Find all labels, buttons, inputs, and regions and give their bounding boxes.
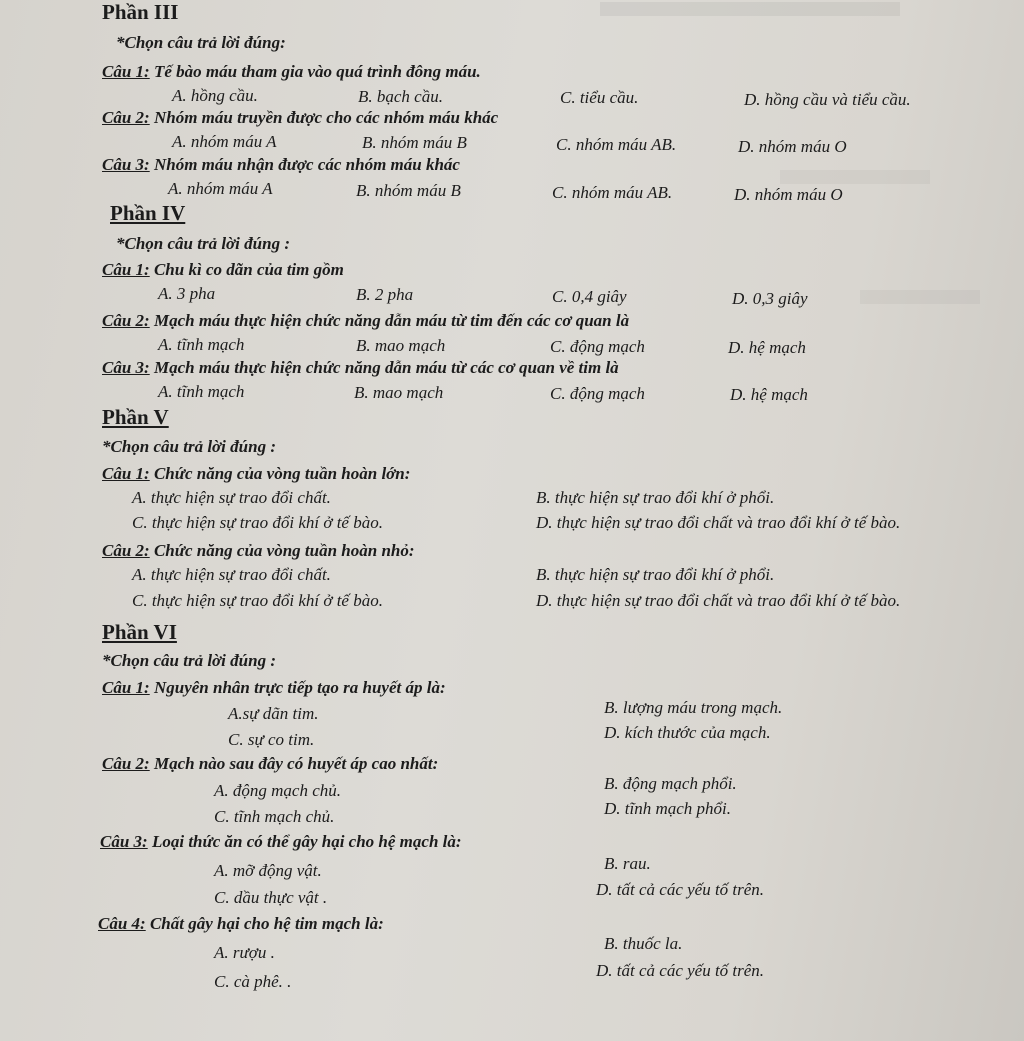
question [102,678,446,698]
option: D. thực hiện sự trao đổi chất và trao đổi khí ở tế bào. [536,513,901,532]
option: C. thực hiện sự trao đổi khí ở tế bào. [132,591,383,610]
option: D. hệ mạch [730,385,808,404]
question-label: Câu 4: [98,914,146,933]
question [102,541,415,561]
option: C. động mạch [550,384,645,403]
option: D. tĩnh mạch phổi. [604,799,732,818]
option: C. dầu thực vật . [214,888,328,907]
question-label: Câu 2: [102,311,150,330]
section-instruction: *Chọn câu trả lời đúng: [116,33,286,52]
question-text: Chức năng của vòng tuần hoàn nhỏ: [149,541,415,560]
option: A. mỡ động vật. [214,861,322,880]
option: C. nhóm máu AB. [556,135,677,154]
option: B. mao mạch [356,336,446,355]
question [102,260,344,280]
option: B. bạch cầu. [358,87,443,106]
option: D. kích thước của mạch. [604,723,771,742]
option: B. rau. [604,854,651,873]
question-label: Câu 3: [102,155,150,174]
option: A. hồng cầu. [172,86,258,105]
question [100,832,462,852]
option: D. hồng cầu và tiểu cầu. [744,90,911,109]
section-instruction: *Chọn câu trả lời đúng : [102,651,276,670]
question [102,464,410,484]
option: A. 3 pha [158,284,216,303]
section-instruction: *Chọn câu trả lời đúng : [102,437,276,456]
option: A.sự dãn tim. [228,704,319,723]
option: B. thuốc la. [604,934,683,953]
option: C. sự co tim. [228,730,315,749]
question-label: Câu 1: [102,260,150,279]
option: C. nhóm máu AB. [552,183,673,202]
option: D. hệ mạch [728,338,806,357]
option: A. thực hiện sự trao đổi chất. [132,488,331,507]
question-text: Mạch máu thực hiện chức năng dẫn máu từ tim đến các cơ quan là [149,311,630,330]
question-text: Chất gây hại cho hệ tim mạch là: [145,914,384,933]
question-text: Nhóm máu truyền được cho các nhóm máu khác [149,108,499,127]
option: C. tiểu cầu. [560,88,639,107]
option: A. thực hiện sự trao đổi chất. [132,565,331,584]
question-text: Nhóm máu nhận được các nhóm máu khác [149,155,460,174]
option: C. động mạch [550,337,645,356]
option: B. 2 pha [356,285,414,304]
question-label: Câu 1: [102,678,150,697]
question-text: Nguyên nhân trực tiếp tạo ra huyết áp là: [149,678,446,697]
question-text: Loại thức ăn có thể gây hại cho hệ mạch là: [147,832,462,851]
bleed-through-mark [860,290,980,304]
option: B. thực hiện sự trao đổi khí ở phổi. [536,488,775,507]
question-label: Câu 3: [102,358,150,377]
option: D. nhóm máu O [738,137,847,156]
question-label: Câu 2: [102,541,150,560]
question [102,108,498,128]
question [102,358,619,378]
option: D. tất cả các yếu tố trên. [596,880,765,899]
option: D. thực hiện sự trao đổi chất và trao đổi khí ở tế bào. [536,591,901,610]
option: A. nhóm máu A [172,132,277,151]
option: D. 0,3 giây [732,289,808,308]
bleed-through-mark [600,2,900,16]
question-label: Câu 2: [102,754,150,773]
question-text: Chức năng của vòng tuần hoàn lớn: [149,464,411,483]
section-instruction: *Chọn câu trả lời đúng : [116,234,290,253]
option: D. nhóm máu O [734,185,843,204]
question-text: Tế bào máu tham gia vào quá trình đông máu. [149,62,481,81]
question [102,754,438,774]
question [102,155,460,175]
option: C. tĩnh mạch chủ. [214,807,335,826]
option: A. tĩnh mạch [158,335,245,354]
question-text: Mạch nào sau đây có huyết áp cao nhất: [149,754,439,773]
section-title: Phần III [102,0,179,24]
section-title: Phần IV [110,201,186,225]
section-title: Phần VI [102,620,177,644]
option: B. thực hiện sự trao đổi khí ở phổi. [536,565,775,584]
option: C. cà phê. . [214,972,292,991]
question-label: Câu 2: [102,108,150,127]
option: B. nhóm máu B [362,133,467,152]
question [102,62,481,82]
option: A. động mạch chủ. [214,781,342,800]
question-text: Mạch máu thực hiện chức năng dẫn máu từ các cơ quan về tim là [149,358,619,377]
option: A. tĩnh mạch [158,382,245,401]
option: A. rượu . [214,943,275,962]
option: C. 0,4 giây [552,287,627,306]
option: B. mao mạch [354,383,444,402]
question-label: Câu 1: [102,464,150,483]
question-label: Câu 1: [102,62,150,81]
question-label: Câu 3: [100,832,148,851]
option: A. nhóm máu A [168,179,273,198]
option: B. lượng máu trong mạch. [604,698,783,717]
question [98,914,384,934]
option: C. thực hiện sự trao đổi khí ở tế bào. [132,513,383,532]
question [102,311,629,331]
option: B. động mạch phổi. [604,774,737,793]
option: B. nhóm máu B [356,181,461,200]
section-title: Phần V [102,405,169,429]
option: D. tất cả các yếu tố trên. [596,961,765,980]
question-text: Chu kì co dãn của tim gồm [149,260,344,279]
bleed-through-mark [780,170,930,184]
